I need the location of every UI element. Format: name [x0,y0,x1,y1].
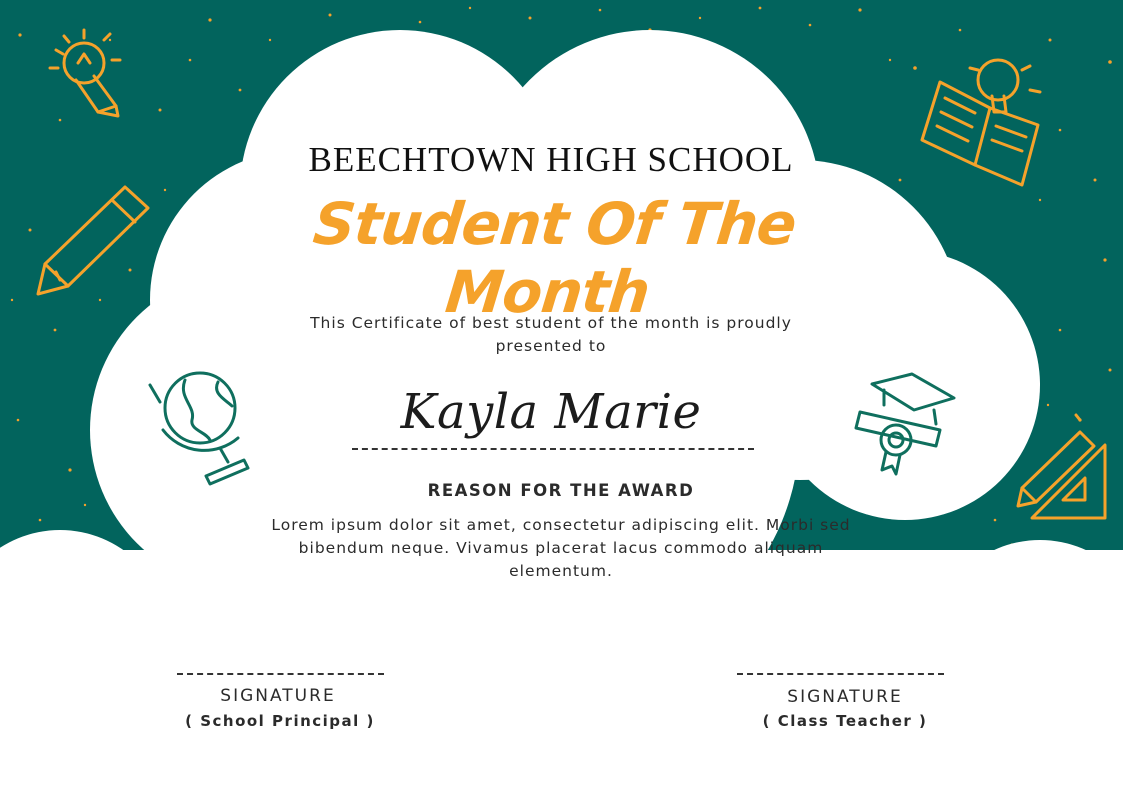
signature-role-principal: ( School Principal ) [185,712,375,730]
reason-text: Lorem ipsum dolor sit amet, consectetur adipiscing elit. Morbi sed bibendum neque. Vivamus placerat lacus commodo aliquam elementum. [271,516,851,580]
school-name: BEECHTOWN HIGH SCHOOL [308,140,794,179]
signature-label-principal: SIGNATURE [220,686,336,706]
signature-role-teacher: ( Class Teacher ) [762,712,928,730]
certificate-title: Student Of The Month [310,190,800,326]
signature-label-teacher: SIGNATURE [787,687,903,707]
name-underline [352,448,754,450]
presentation-text: This Certificate of best student of the month is proudly presented to [310,314,792,355]
recipient-name: Kayla Marie [400,384,702,440]
reason-heading: REASON FOR THE AWARD [427,481,695,500]
signature-line-teacher [737,673,944,675]
signature-line-principal [177,673,384,675]
